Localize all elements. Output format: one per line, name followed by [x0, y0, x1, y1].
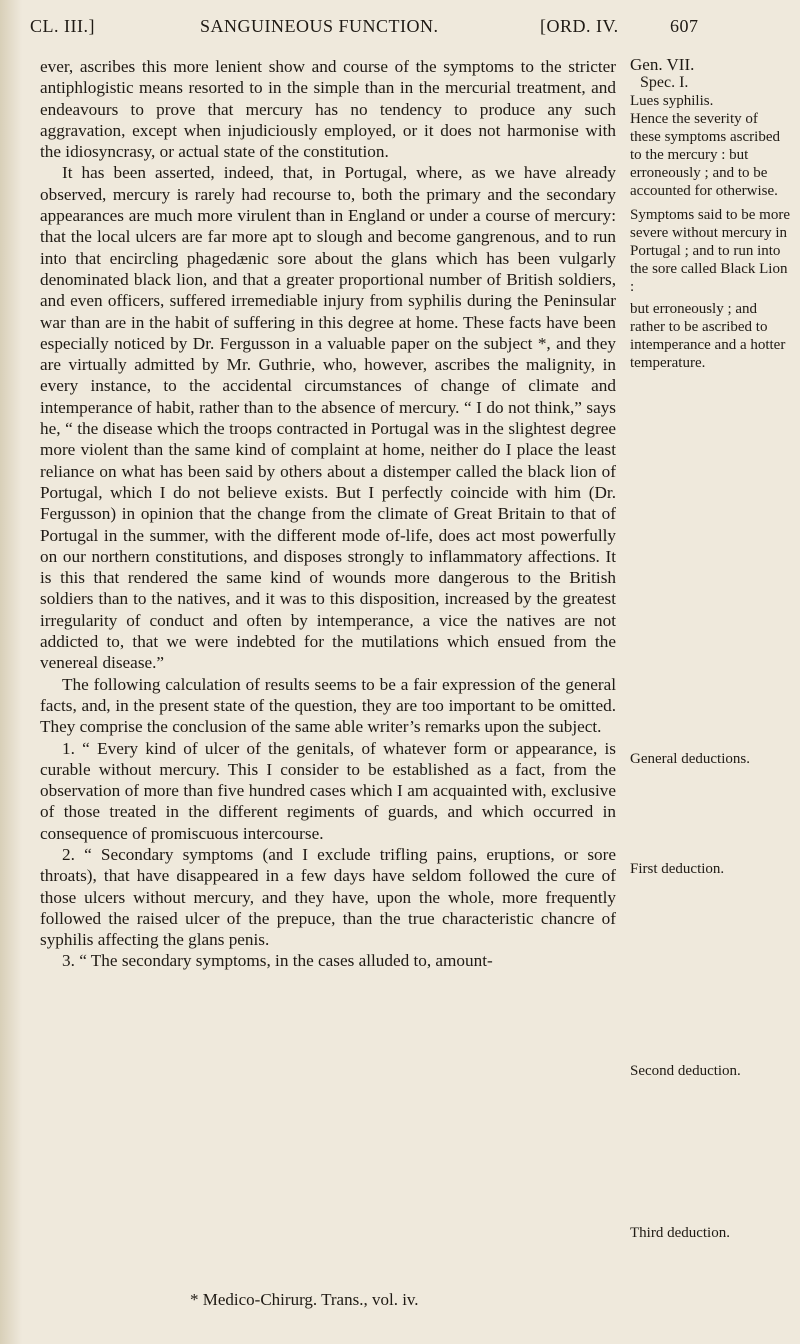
margin-note-2: Symptoms said to be more severe without mercury in Portugal ; and to run into the sore called Black Lion :	[630, 207, 790, 295]
margin-first-deduction: First deduction.	[630, 861, 725, 877]
lues-label: Lues syphilis.	[630, 93, 714, 109]
genus-label: Gen. VII.	[630, 55, 695, 74]
species-label: Spec. I.	[640, 74, 689, 91]
running-header	[30, 16, 774, 46]
body-text	[40, 56, 616, 972]
margin-notes-top	[630, 56, 790, 372]
chapter-label: CL. III.]	[30, 16, 95, 36]
margin-second-deduction: Second deduction.	[630, 1063, 741, 1079]
paragraph-1: ever, ascribes this more lenient show and course of the symptoms to the stricter antiphlogistic means resorted to in the simple than in the mercurial treatment, and endeavours to prove that mercury has no tendency to produce any such aggravation, except when injudiciously employed, or it does not harmonise with the idiosyncrasy, or actual state of the constitution.	[40, 57, 616, 162]
running-title: SANGUINEOUS FUNCTION.	[200, 16, 439, 36]
margin-general-deductions: General deductions.	[630, 751, 750, 767]
paragraph-3: The following calculation of results seems to be a fair expression of the general facts, and, in the present state of the question, they are too important to be omitted. They comprise the conclusion of the same able writer’s remarks upon the subject.	[40, 674, 616, 737]
deduction-3: 3. “ The secondary symptoms, in the cases alluded to, amount-	[62, 951, 493, 971]
paragraph-2: It has been asserted, indeed, that, in Portugal, where, as we have already observed, mercury is rarely had recourse to, both the primary and the secondary appearances are much more virulent than in England or under a course of mercury: that the local ulcers are far more apt to slough and become gangrenous, and to run into that encircling phagedænic sore about the glans which has been vulgarly denominated black lion, and that a greater proportional number of British soldiers, and even officers, suffered irremediable injury from syphilis during the Peninsular war than are in the habit of suffering in this degree at home. These facts have been especially noticed by Dr. Fergusson in a valuable paper on the subject *, and they are virtually admitted by Mr. Guthrie, who, however, ascribes the malignity, in every instance, to the accidental circumstances of change of climate and intemperance of habit, rather than to the absence of mercury. “ I do not think,” says he, “ the disease which the troops contracted in Portugal was in the slightest degree more violent than the same kind of complaint at home, neither do I place the least reliance on what has been said by others about a distemper called the black lion of Portugal, which I do not believe exists. But I perfectly coincide with him (Dr. Fergusson) in opinion that the change from the climate of Great Britain to that of Portugal in the summer, with the different mode of-life, does act most powerfully on our northern constitutions, and disposes strongly to inflammatory affections. It is this that rendered the same kind of wounds more dangerous to the British soldiers than to the natives, and it was to this disposition, increased by the greatest irregularity of conduct and often by intemperance, a vice the natives are not addicted to, that we were indebted for the mutilations which ensued from the venereal disease.”	[40, 163, 616, 673]
margin-note-1: Hence the severity of these symptoms ascribed to the mercury : but erroneously ; and to be accounted for otherwise.	[630, 111, 780, 199]
deduction-2: 2. “ Secondary symptoms (and I exclude trifling pains, eruptions, or sore throats), that have disappeared in a few days have seldom followed the cure of those ulcers without mercury, and they have, upon the whole, more frequently followed the raised ulcer of the prepuce, than the true characteristic chancre of syphilis affecting the glans penis.	[40, 844, 616, 950]
page-gutter	[0, 0, 22, 1344]
margin-note-3: but erroneously ; and rather to be ascribed to intemperance and a hotter temperature.	[630, 301, 786, 371]
order-label: [ORD. IV.	[540, 16, 619, 36]
footnote: * Medico-Chirurg. Trans., vol. iv.	[190, 1290, 419, 1309]
deduction-1: 1. “ Every kind of ulcer of the genitals, of whatever form or appearance, is curable without mercury. This I consider to be established as a fact, from the observation of more than five hundred cases which I am acquainted with, exclusive of those treated in the different regiments of guards, and which occurred in consequence of promiscuous intercourse.	[40, 738, 616, 843]
margin-third-deduction: Third deduction.	[630, 1225, 730, 1241]
page-number: 607	[670, 16, 699, 36]
